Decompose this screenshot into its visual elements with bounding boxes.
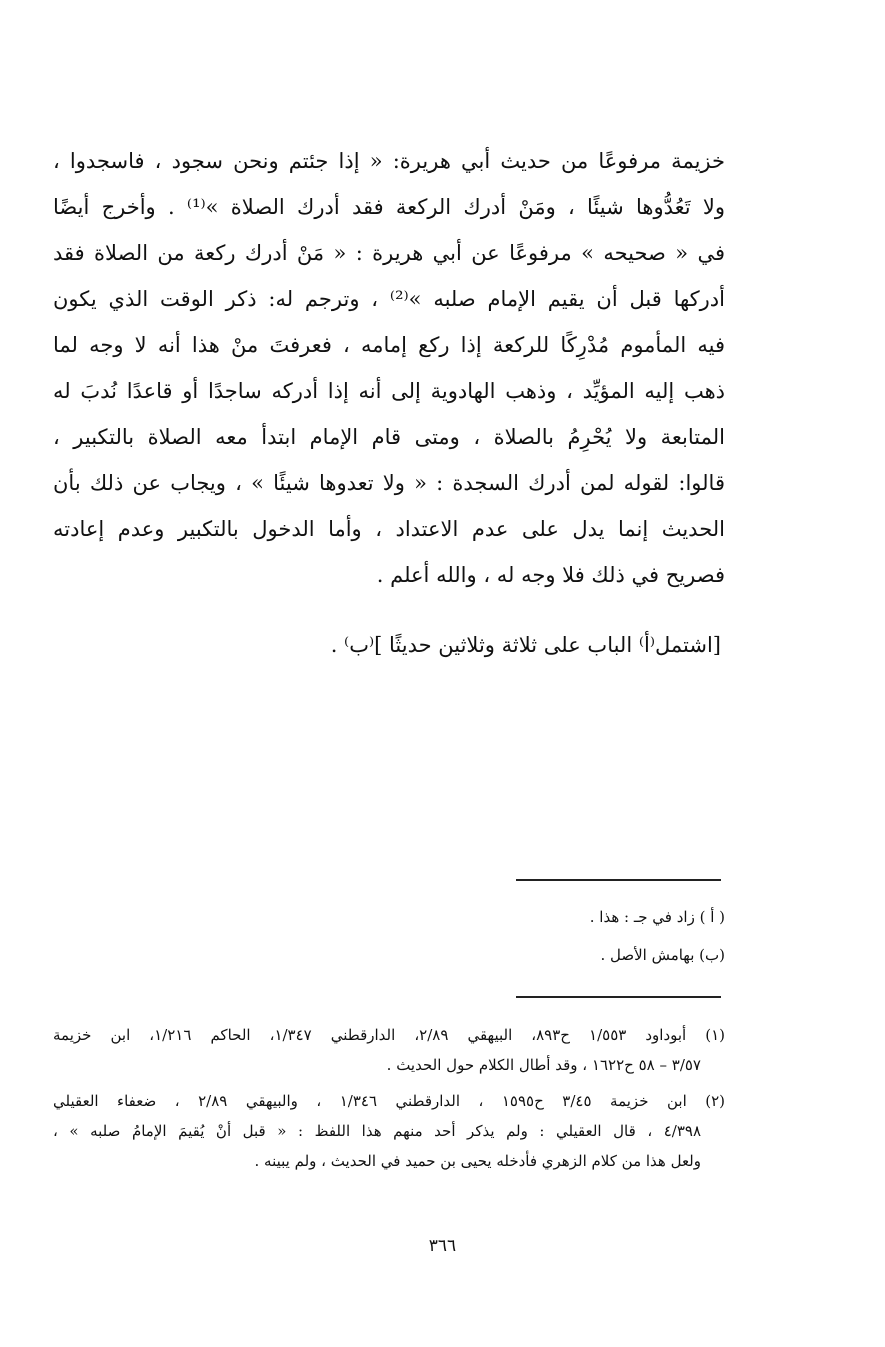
- footnote-2-line: ولعل هذا من كلام الزهري فأدخله يحيى بن حميد في الحديث ، ولم يبينه .: [254, 1152, 701, 1170]
- text-line: المتابعة ولا يُحْرِمُ بالصلاة ، ومتى قام الإمام ابتدأ معه الصلاة بالتكبير ،: [53, 425, 725, 449]
- text-line: أدركها قبل أن يقيم الإمام صلبه »⁽²⁾ ، وترجم له: ذكر الوقت الذي يكون: [53, 287, 725, 311]
- footnote-2-line: (٢) ابن خزيمة ٣/٤٥ ح١٥٩٥ ، الدارقطني ١/٣٤٦ ، والبيهقي ٢/٨٩ ، ضعفاء العقيلي: [53, 1092, 725, 1110]
- chapter-summary-text: [اشتمل⁽أ⁾ الباب على ثلاثة وثلاثين حديثًا ]⁽ب⁾ .: [330, 633, 721, 657]
- footnotes-block: [53, 1020, 725, 1176]
- variant-notes-divider: [516, 879, 721, 881]
- footnotes-divider: [516, 996, 721, 998]
- text-line: فصريح في ذلك فلا وجه له ، والله أعلم .: [376, 563, 725, 587]
- text-line: فيه المأموم مُدْرِكًا للركعة إذا ركع إمامه ، فعرفتَ منْ هذا أنه لا وجه لما: [53, 333, 725, 357]
- chapter-summary: [53, 622, 725, 668]
- variant-note-alif: ( أ ) زاد في جـ : هذا .: [589, 908, 725, 926]
- text-line: خزيمة مرفوعًا من حديث أبي هريرة: « إذا جئتم ونحن سجود ، فاسجدوا ،: [53, 149, 725, 173]
- text-line: ولا تَعُدُّوها شيئًا ، ومَنْ أدرك الركعة فقد أدرك الصلاة »⁽¹⁾ . وأخرج أيضًا: [53, 195, 725, 219]
- main-text-block: [53, 138, 725, 598]
- page-number: ٣٦٦: [428, 1236, 457, 1256]
- text-line: قالوا: لقوله لمن أدرك السجدة : « ولا تعدوها شيئًا » ، ويجاب عن ذلك بأن: [53, 471, 725, 495]
- footnote-2-line: ٤/٣٩٨ ، قال العقيلي : ولم يذكر أحد منهم هذا اللفظ : « قبل أنْ يُقيمَ الإمامُ صلبه » ،: [53, 1122, 701, 1140]
- footnote-1-line: ٣/٥٧ – ٥٨ ح١٦٢٢ ، وقد أطال الكلام حول الحديث .: [386, 1056, 701, 1074]
- text-line: الحديث إنما يدل على عدم الاعتداد ، وأما الدخول بالتكبير وعدم إعادته: [53, 517, 725, 541]
- footnote-1-line: (١) أبوداود ١/٥٥٣ ح٨٩٣، البيهقي ٢/٨٩، الدارقطني ١/٣٤٧، الحاكم ١/٢١٦، ابن خزيمة: [53, 1026, 725, 1044]
- text-line: ذهب إليه المؤيِّد ، وذهب الهادوية إلى أنه إذا أدركه ساجدًا أو قاعدًا نُدبَ له: [53, 379, 725, 403]
- text-line: في « صحيحه » مرفوعًا عن أبي هريرة : « مَنْ أدرك ركعة من الصلاة فقد: [53, 241, 725, 265]
- variant-note-ba: (ب) بهامش الأصل .: [600, 946, 725, 964]
